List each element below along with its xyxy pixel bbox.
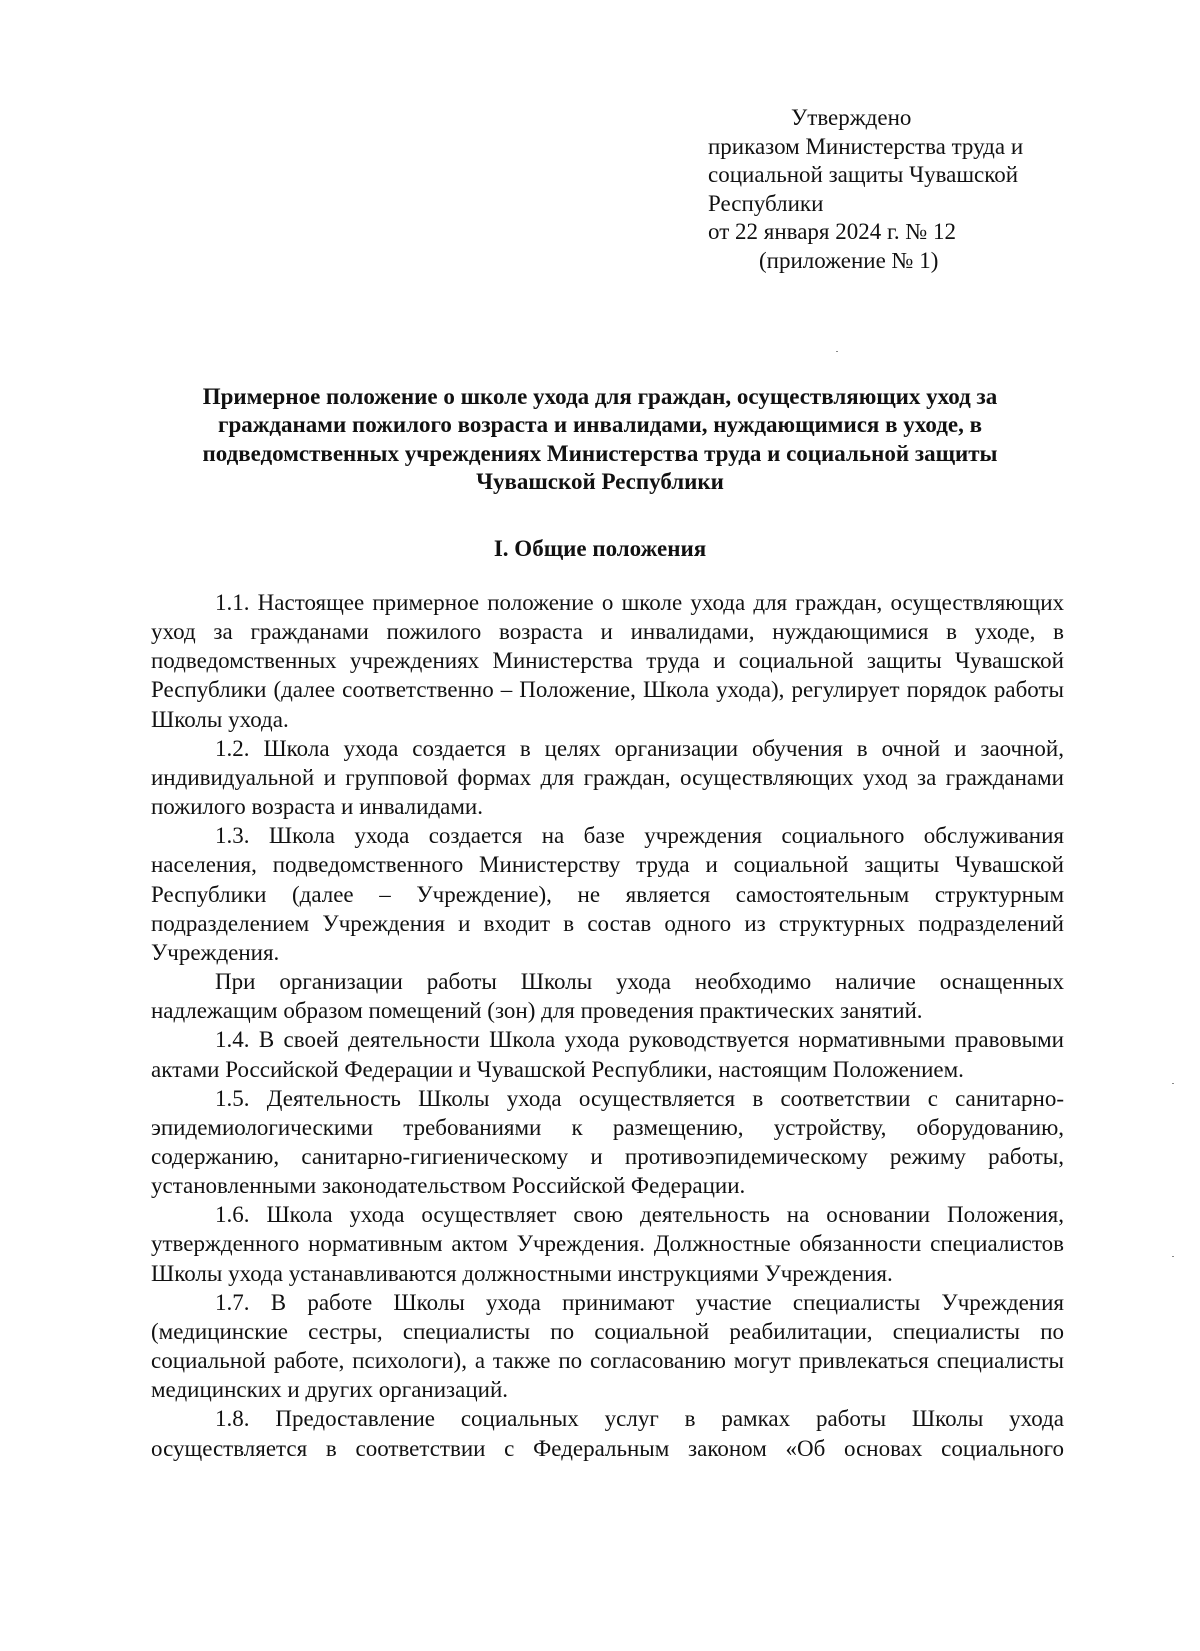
title-line: гражданами пожилого возраста и инвалидами, нуждающимися в уходе, в — [218, 412, 982, 438]
paragraph-1-2: 1.2. Школа ухода создается в целях организации обучения в очной и заочной, индивидуальной и групповой формах для граждан, осуществляющих уход за гражданами пожилого возраста и инвалидами. — [151, 735, 1064, 820]
title-line: Чувашской Республики — [476, 469, 724, 495]
paragraph-1-3: 1.3. Школа ухода создается на базе учреждения социального обслуживания населения, подведомственного Министерству труда и социальной защиты Чувашской Республики (далее – Учреждение), не является самостоятельным структурным подразделением Учреждения и входит в состав одного из структурных подразделений Учреждения. — [151, 823, 1064, 965]
approval-date: от 22 января 2024 г. № 12 — [708, 219, 957, 245]
approval-line: Республики — [708, 190, 824, 216]
approval-stamp — [708, 104, 1128, 276]
paragraph-1-5: 1.5. Деятельность Школы ухода осуществляется в соответствии с санитарно-эпидемиологическими требованиями к размещению, устройству, оборудованию, содержанию, санитарно-гигиеническому и противоэпидемическому режиму работы, установленными законодательством Российской Федерации. — [151, 1085, 1064, 1199]
document-title — [150, 383, 1050, 497]
paragraph-1-7: 1.7. В работе Школы ухода принимают участие специалисты Учреждения (медицинские сестры, специалисты по социальной реабилитации, специалисты по социальной работе, психологи), а также по согласованию могут привлекаться специалисты медицинских и других организаций. — [151, 1289, 1064, 1403]
section-heading: I. Общие положения — [493, 536, 707, 561]
title-line: Примерное положение о школе ухода для граждан, осуществляющих уход за — [202, 384, 998, 409]
title-line: подведомственных учреждениях Министерства труда и социальной защиты — [202, 440, 998, 466]
scan-speck — [836, 351, 838, 352]
approval-heading: Утверждено — [791, 105, 912, 130]
approval-line: социальной защиты Чувашской — [708, 162, 1019, 188]
paragraph-1-8: 1.8. Предоставление социальных услуг в рамках работы Школы ухода осуществляется в соответствии с Федеральным законом «Об основах социального — [151, 1406, 1064, 1461]
document-body — [151, 588, 1064, 1463]
paragraph-1-3-cont: При организации работы Школы ухода необходимо наличие оснащенных надлежащим образом помещений (зон) для проведения практических занятий. — [151, 969, 1064, 1024]
approval-appendix: (приложение № 1) — [759, 247, 939, 273]
scan-speck — [1172, 1083, 1174, 1084]
approval-line: приказом Министерства труда и — [708, 133, 1024, 159]
paragraph-1-1: 1.1. Настоящее примерное положение о школе ухода для граждан, осуществляющих уход за гражданами пожилого возраста и инвалидами, нуждающимися в уходе, в подведомственных учреждениях Министерства труда и социальной защиты Чувашской Республики (далее соответственно – Положение, Школа ухода), регулирует порядок работы Школы ухода. — [151, 590, 1064, 732]
paragraph-1-6: 1.6. Школа ухода осуществляет свою деятельность на основании Положения, утвержденного нормативным актом Учреждения. Должностные обязанности специалистов Школы ухода устанавливаются должностными инструкциями Учреждения. — [151, 1202, 1064, 1286]
scan-speck — [1172, 1256, 1174, 1257]
paragraph-1-4: 1.4. В своей деятельности Школа ухода руководствуется нормативными правовыми актами Российской Федерации и Чувашской Республики, настоящим Положением. — [151, 1027, 1064, 1082]
